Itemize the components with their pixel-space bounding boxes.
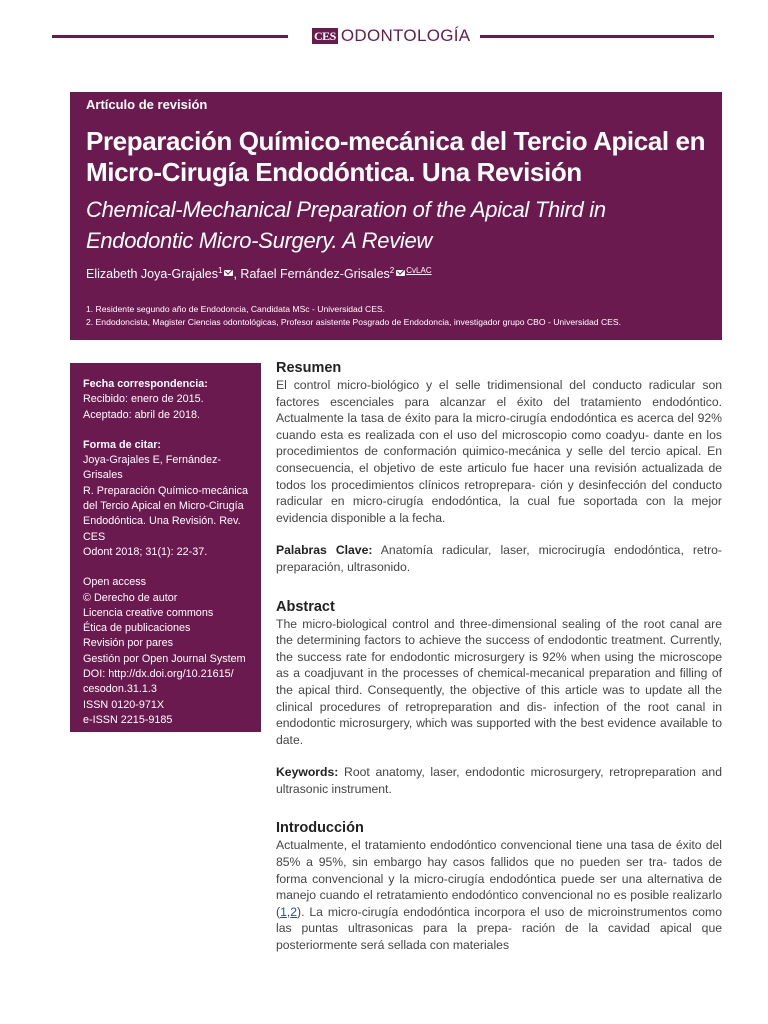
affiliation-1: 1. Residente segundo año de Endodoncia, Candidata MSc - Universidad CES. (86, 304, 386, 314)
intro-heading: Introducción (276, 820, 364, 837)
reference-link[interactable]: 1 (280, 904, 287, 919)
journal-name: ODONTOLOGÍA (340, 26, 471, 45)
abstract-text: The micro-biological control and three-dimensional sealing of the root canal are the determining factors to achieve the success of endodontic treatment. Currently, the success rate for endodontic microsurgery is 92% when using the microscope as a coadjuvant in the processes of chemical-mecanical preparation and filling of the apical third. Consequently, the objective of this article was to update all the clinical procedures of retropreparation and dis- infection of the root canal in endodontic microsurgery, which was supported with the best evidence available to date. (276, 616, 723, 747)
cite-line: del Tercio Apical en Micro-Cirugía (83, 500, 244, 513)
email-icon[interactable] (396, 270, 405, 276)
author-2-affiliation-mark: 2 (389, 266, 395, 275)
author-1: Elizabeth Joya-Grajales (86, 267, 219, 282)
abstract-heading: Abstract (276, 598, 335, 615)
doi-link[interactable]: DOI: http://dx.doi.org/10.21615/ (83, 668, 234, 681)
article-type: Artículo de revisión (86, 97, 208, 112)
cite-line: R. Preparación Químico-mecánica (83, 484, 249, 497)
intro-text: Actualmente, el tratamiento endodóntico convencional tiene una tasa de éxito del 85% a 95%, sin embargo hay casos fallidos que no pueden ser tra- tados de forma convencional y la micro-cirugía endodóntica puede ser una alternativa de manejo cuando el retratamiento endodóntico convencional no es posible realizarlo (1,2). La micro-cirugía endodóntica incorpora el uso de microinstrumentos como las puntas ultrasonicas para la prepa- ración de la cavidad apical que posteriormente será sellada con materiales (276, 838, 723, 953)
ces-logo: CES (314, 29, 336, 43)
ojs: Gestión por Open Journal System (83, 652, 246, 665)
doi-link-cont[interactable]: cesodon.31.1.3 (83, 683, 157, 696)
resumen-text: El control micro-biológico y el selle tridimensional del conducto radicular son factores escenciales para alcanzar el éxito del tratamiento endodóntico. Actualmente la tasa de éxito para la micro-cirugía endodóntica es acerca del 92% cuando esta es realizada con el uso del microscopio como coadyu- dante en los procedimientos de conformación quimico-mecánica y selle del tercio apical. En consecuencia, el objetivo de este articulo fue hacer una revisión actualizada de todos los procedimientos clínicos retroprepara- ción y desinfección del conducto radicular en micro-cirugía endodóntica, la cual fue soportada con la mejor evidencia disponible a la fecha. (276, 378, 723, 525)
issn: ISSN 0120-971X (83, 698, 165, 711)
peer-review: Revisión por pares (83, 637, 174, 650)
accepted-date: Aceptado: abril de 2018. (83, 408, 201, 421)
author-1-affiliation-mark: 1 (218, 266, 223, 275)
cite-label: Forma de citar: (83, 438, 161, 451)
header-rule-left (52, 35, 288, 38)
correspondence-label: Fecha correspondencia: (83, 378, 208, 390)
journal-brand (312, 26, 470, 46)
palabras-clave: Palabras Clave: Anatomía radicular, laser, microcirugía endodóntica, retro- preparación, ultrasonido. (276, 543, 722, 574)
main-column (276, 359, 722, 954)
ethics: Ética de publicaciones (83, 622, 191, 635)
cite-line: Odont 2018; 31(1): 22-37. (83, 545, 208, 558)
email-icon[interactable] (224, 270, 233, 276)
license: Licencia creative commons (83, 606, 214, 619)
copyright: © Derecho de autor (83, 591, 178, 604)
title-banner (70, 92, 722, 340)
cvlac-link[interactable]: CvLAC (406, 266, 432, 276)
authors-line (86, 266, 432, 281)
open-access: Open access (83, 576, 147, 589)
received-date: Recibido: enero de 2015. (83, 393, 204, 406)
affiliation-2: 2. Endodoncista, Magister Ciencias odontológicas, Profesor asistente Posgrado de Endodoncia, investigador grupo CBO - Universidad CES. (86, 317, 622, 327)
article-info-sidebar (70, 363, 261, 732)
title-english: Chemical-Mechanical Preparation of the Apical Third in Endodontic Micro-Surgery. A Review (86, 197, 606, 253)
title-spanish: Preparación Químico-mecánica del Tercio Apical en Micro-Cirugía Endodóntica. Una Revisión (86, 126, 706, 187)
resumen-heading: Resumen (276, 360, 342, 376)
reference-link[interactable]: 2 (290, 904, 298, 919)
eissn: e-ISSN 2215-9185 (83, 713, 173, 726)
cite-line: Endodóntica. Una Revisión. Rev. CES (83, 515, 241, 543)
keywords: Keywords: Root anatomy, laser, endodontic microsurgery, retropreparation and ultrasonic instrument. (276, 765, 722, 796)
cite-line: Joya-Grajales E, Fernández-Grisales (83, 454, 222, 482)
header-rule-right (480, 35, 714, 38)
author-2: , Rafael Fernández-Grisales (233, 267, 390, 282)
